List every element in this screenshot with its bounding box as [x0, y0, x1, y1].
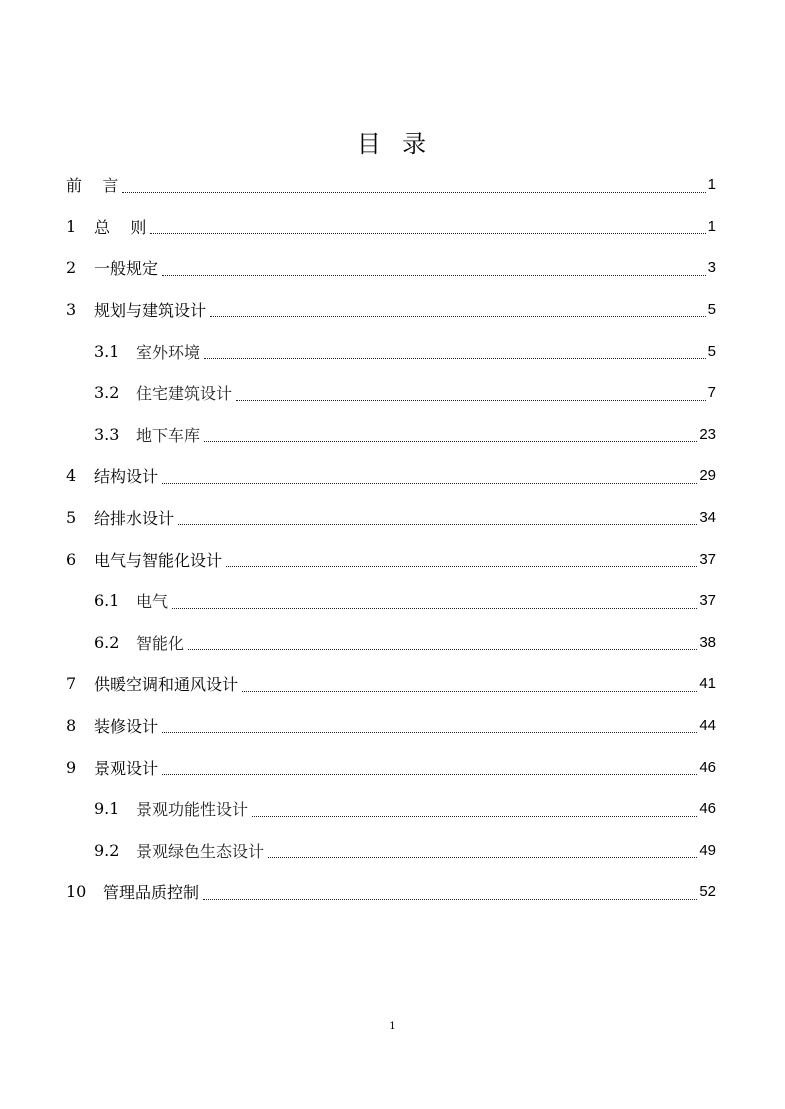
toc-entry-page: 38: [699, 633, 716, 651]
toc-entry-section-3-2[interactable]: [66, 372, 716, 414]
toc-entry-chapter-8[interactable]: [66, 705, 716, 747]
toc-entry-label: 规划与建筑设计: [94, 301, 207, 321]
dot-leader: [150, 233, 705, 234]
toc-entry-label: 地下车库: [136, 425, 201, 445]
toc-entry-label: 装修设计: [94, 717, 159, 737]
toc-entry-label: 管理品质控制: [103, 883, 200, 903]
toc-entry-chapter-5[interactable]: [66, 497, 716, 539]
toc-entry-page: 1: [707, 176, 716, 194]
toc-entry-label: 电气与智能化设计: [94, 550, 223, 570]
table-of-contents: [66, 164, 716, 913]
toc-entry-label: 供暖空调和通风设计: [94, 675, 239, 695]
toc-entry-number: 8: [66, 716, 77, 736]
toc-entry-page: 46: [699, 800, 716, 818]
dot-leader: [204, 441, 697, 442]
toc-entry-chapter-1[interactable]: [66, 206, 716, 248]
dot-leader: [172, 608, 697, 609]
toc-entry-chapter-3[interactable]: [66, 289, 716, 331]
toc-entry-label: 电气: [136, 592, 169, 612]
toc-entry-number: 10: [66, 882, 87, 902]
toc-entry-page: 37: [699, 592, 716, 610]
toc-entry-number: 3.2: [94, 383, 120, 403]
toc-entry-chapter-10[interactable]: [66, 871, 716, 913]
toc-entry-section-3-1[interactable]: [66, 330, 716, 372]
toc-entry-number: 6: [66, 549, 77, 569]
toc-entry-section-9-2[interactable]: [66, 830, 716, 872]
dot-leader: [252, 816, 697, 817]
toc-entry-label: 一般规定: [94, 259, 159, 279]
toc-entry-number: 9.1: [94, 799, 120, 819]
dot-leader: [204, 358, 706, 359]
dot-leader: [162, 275, 706, 276]
toc-entry-number: 6.2: [94, 632, 120, 652]
toc-entry-label: 前 言: [66, 176, 119, 196]
dot-leader: [236, 400, 706, 401]
toc-entry-chapter-2[interactable]: [66, 247, 716, 289]
document-title: 目 录: [356, 130, 429, 158]
dot-leader: [242, 691, 697, 692]
toc-entry-chapter-4[interactable]: [66, 455, 716, 497]
toc-entry-page: 34: [699, 509, 716, 527]
toc-entry-chapter-9[interactable]: [66, 746, 716, 788]
toc-entry-label: 景观功能性设计: [136, 800, 249, 820]
toc-entry-page: 5: [707, 301, 716, 319]
toc-entry-number: 2: [66, 258, 77, 278]
page-number: 1: [389, 1021, 396, 1032]
dot-leader: [178, 524, 697, 525]
toc-entry-chapter-7[interactable]: [66, 663, 716, 705]
dot-leader: [203, 899, 697, 900]
toc-entry-preface[interactable]: [66, 164, 716, 206]
toc-entry-number: 9.2: [94, 840, 120, 860]
toc-entry-page: 23: [699, 425, 716, 443]
toc-entry-number: 6.1: [94, 591, 120, 611]
toc-entry-label: 室外环境: [136, 342, 201, 362]
toc-entry-section-6-2[interactable]: [66, 622, 716, 664]
toc-entry-label: 给排水设计: [94, 509, 175, 529]
dot-leader: [188, 649, 697, 650]
toc-entry-page: 44: [699, 717, 716, 735]
toc-entry-page: 7: [707, 384, 716, 402]
dot-leader: [122, 192, 705, 193]
toc-entry-page: 46: [699, 758, 716, 776]
toc-entry-page: 52: [699, 883, 716, 901]
toc-entry-number: 9: [66, 757, 77, 777]
toc-entry-page: 1: [707, 217, 716, 235]
toc-entry-number: 5: [66, 508, 77, 528]
toc-entry-label: 景观绿色生态设计: [136, 841, 265, 861]
toc-entry-number: 4: [66, 466, 77, 486]
dot-leader: [226, 566, 697, 567]
toc-entry-section-9-1[interactable]: [66, 788, 716, 830]
toc-entry-chapter-6[interactable]: [66, 538, 716, 580]
toc-entry-page: 49: [699, 841, 716, 859]
toc-entry-number: 3: [66, 300, 77, 320]
toc-entry-label: 智能化: [136, 633, 185, 653]
toc-entry-page: 5: [707, 342, 716, 360]
toc-entry-number: 3.3: [94, 424, 120, 444]
dot-leader: [162, 483, 697, 484]
toc-entry-page: 41: [699, 675, 716, 693]
toc-entry-label: 住宅建筑设计: [136, 384, 233, 404]
toc-entry-label: 景观设计: [94, 758, 159, 778]
dot-leader: [268, 857, 697, 858]
toc-entry-page: 37: [699, 550, 716, 568]
toc-entry-section-3-3[interactable]: [66, 414, 716, 456]
toc-entry-section-6-1[interactable]: [66, 580, 716, 622]
toc-entry-page: 29: [699, 467, 716, 485]
toc-entry-page: 3: [707, 259, 716, 277]
dot-leader: [162, 774, 697, 775]
toc-entry-number: 7: [66, 674, 77, 694]
toc-entry-label: 总 则: [94, 217, 147, 237]
toc-entry-number: 3.1: [94, 341, 120, 361]
dot-leader: [210, 316, 706, 317]
toc-entry-label: 结构设计: [94, 467, 159, 487]
toc-entry-number: 1: [66, 216, 77, 236]
dot-leader: [162, 732, 697, 733]
